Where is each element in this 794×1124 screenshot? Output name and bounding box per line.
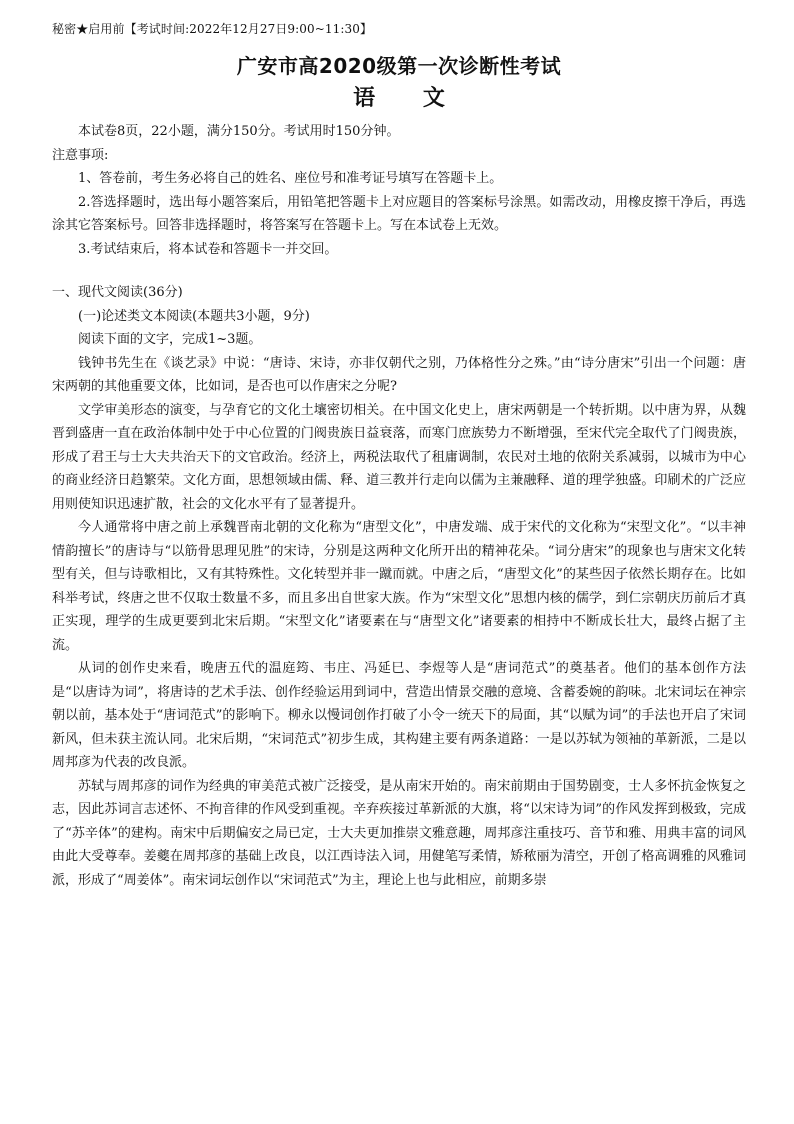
exam-intro: 本试卷8页，22小题，满分150分。考试用时150分钟。 [78, 124, 400, 139]
passage-paragraph-1: 钱钟书先生在《谈艺录》中说：“唐诗、宋诗，亦非仅朝代之别，乃体格性分之殊。”由“诗分唐宋”引出一个问题：唐宋两朝的其他重要文体，比如词，是否也可以作唐宋之分呢? [52, 355, 746, 394]
passage-paragraph-3: 今人通常将中唐之前上承魏晋南北朝的文化称为“唐型文化”，中唐发端、成于宋代的文化称为“宋型文化”。“以丰神情韵擅长”的唐诗与“以筋骨思理见胜”的宋诗，分别是这两种文化所开出的精神花朵。“词分唐宋”的现象也与唐宋文化转型有关，但与诗歌相比，又有其特殊性。文化转型并非一蹴而就。中唐之后，“唐型文化”的某些因子依然长期存在。比如科举考试，终唐之世不仅取士数量不多，而且多出自世家大族。作为“宋型文化”思想内核的儒学，到仁宗朝庆历前后才真正实现，理学的生成更要到北宋后期。“宋型文化”诸要素在与“唐型文化”诸要素的相持中不断成长壮大，最终占据了主流。 [52, 520, 746, 653]
exam-title: 广安市高2020级第一次诊断性考试 [236, 54, 562, 78]
notice-title: 注意事项: [52, 147, 109, 163]
notice-item-2: 2.答选择题时，选出每小题答案后，用铅笔把答题卡上对应题目的答案标号涂黑。如需改动，用橡皮擦干净后，再选涂其它答案标号。回答非选择题时，将答案写在答题卡上。写在本试卷上无效。 [52, 194, 746, 233]
notice-item-1: 1、答卷前，考生务必将自己的姓名、座位号和准考证号填写在答题卡上。 [78, 171, 503, 186]
section-title: 一、现代文阅读(36分) [52, 285, 183, 300]
passage-paragraph-2: 文学审美形态的演变，与孕育它的文化土壤密切相关。在中国文化史上，唐宋两朝是一个转折期。以中唐为界，从魏晋到盛唐一直在政治体制中处于中心位置的门阀贵族日益衰落，而寒门庶族势力不断增强，至宋代完全取代了门阀贵族，形成了君王与士大夫共治天下的文官政治。经济上，两税法取代了租庸调制，农民对土地的依附关系减弱，以城市为中心的商业经济日趋繁荣。文化方面，思想领域由儒、释、道三教并行走向以儒为主兼融释、道的理学独盛。印刷术的广泛应用则使知识迅速扩散，社会的文化水平有了显著提升。 [52, 402, 746, 512]
reading-instruction: 阅读下面的文字，完成1~3题。 [78, 332, 262, 347]
subject-title: 语 文 [353, 86, 465, 111]
confidential-exam-time: 秘密★启用前【考试时间:2022年12月27日9:00~11:30】 [52, 22, 373, 36]
section-subtitle: (一)论述类文本阅读(本题共3小题，9分) [78, 308, 310, 324]
passage-paragraph-4: 从词的创作史来看，晚唐五代的温庭筠、韦庄、冯延巳、李煜等人是“唐词范式”的奠基者。他们的基本创作方法是“以唐诗为词”，将唐诗的艺术手法、创作经验运用到词中，营造出情景交融的意境、含蓄委婉的韵味。北宋词坛在神宗朝以前，基本处于“唐词范式”的影响下。柳永以慢词创作打破了小令一统天下的局面，其“以赋为词”的手法也开启了宋词新风，但未获主流认同。北宋后期，“宋词范式”初步生成，其构建主要有两条道路：一是以苏轼为领袖的革新派，二是以周邦彦为代表的改良派。 [52, 661, 746, 770]
passage-paragraph-5: 苏轼与周邦彦的词作为经典的审美范式被广泛接受，是从南宋开始的。南宋前期由于国势剧变，士人多怀抗金恢复之志，因此苏词言志述怀、不拘音律的作风受到重视。辛弃疾接过革新派的大旗，将“以宋诗为词”的作风发挥到极致，完成了“苏辛体”的建构。南宋中后期偏安之局已定，士大夫更加推崇文雅意趣，周邦彦注重技巧、音节和雅、用典丰富的词风由此大受尊奉。姜夔在周邦彦的基础上改良，以江西诗法入词，用健笔写柔情，矫秾丽为清空，开创了格高调雅的风雅词派，形成了“周姜体”。南宋词坛创作以“宋词范式”为主，理论上也与此相应，前期多崇 [52, 778, 746, 888]
notice-item-3: 3.考试结束后，将本试卷和答题卡一并交回。 [78, 241, 338, 257]
